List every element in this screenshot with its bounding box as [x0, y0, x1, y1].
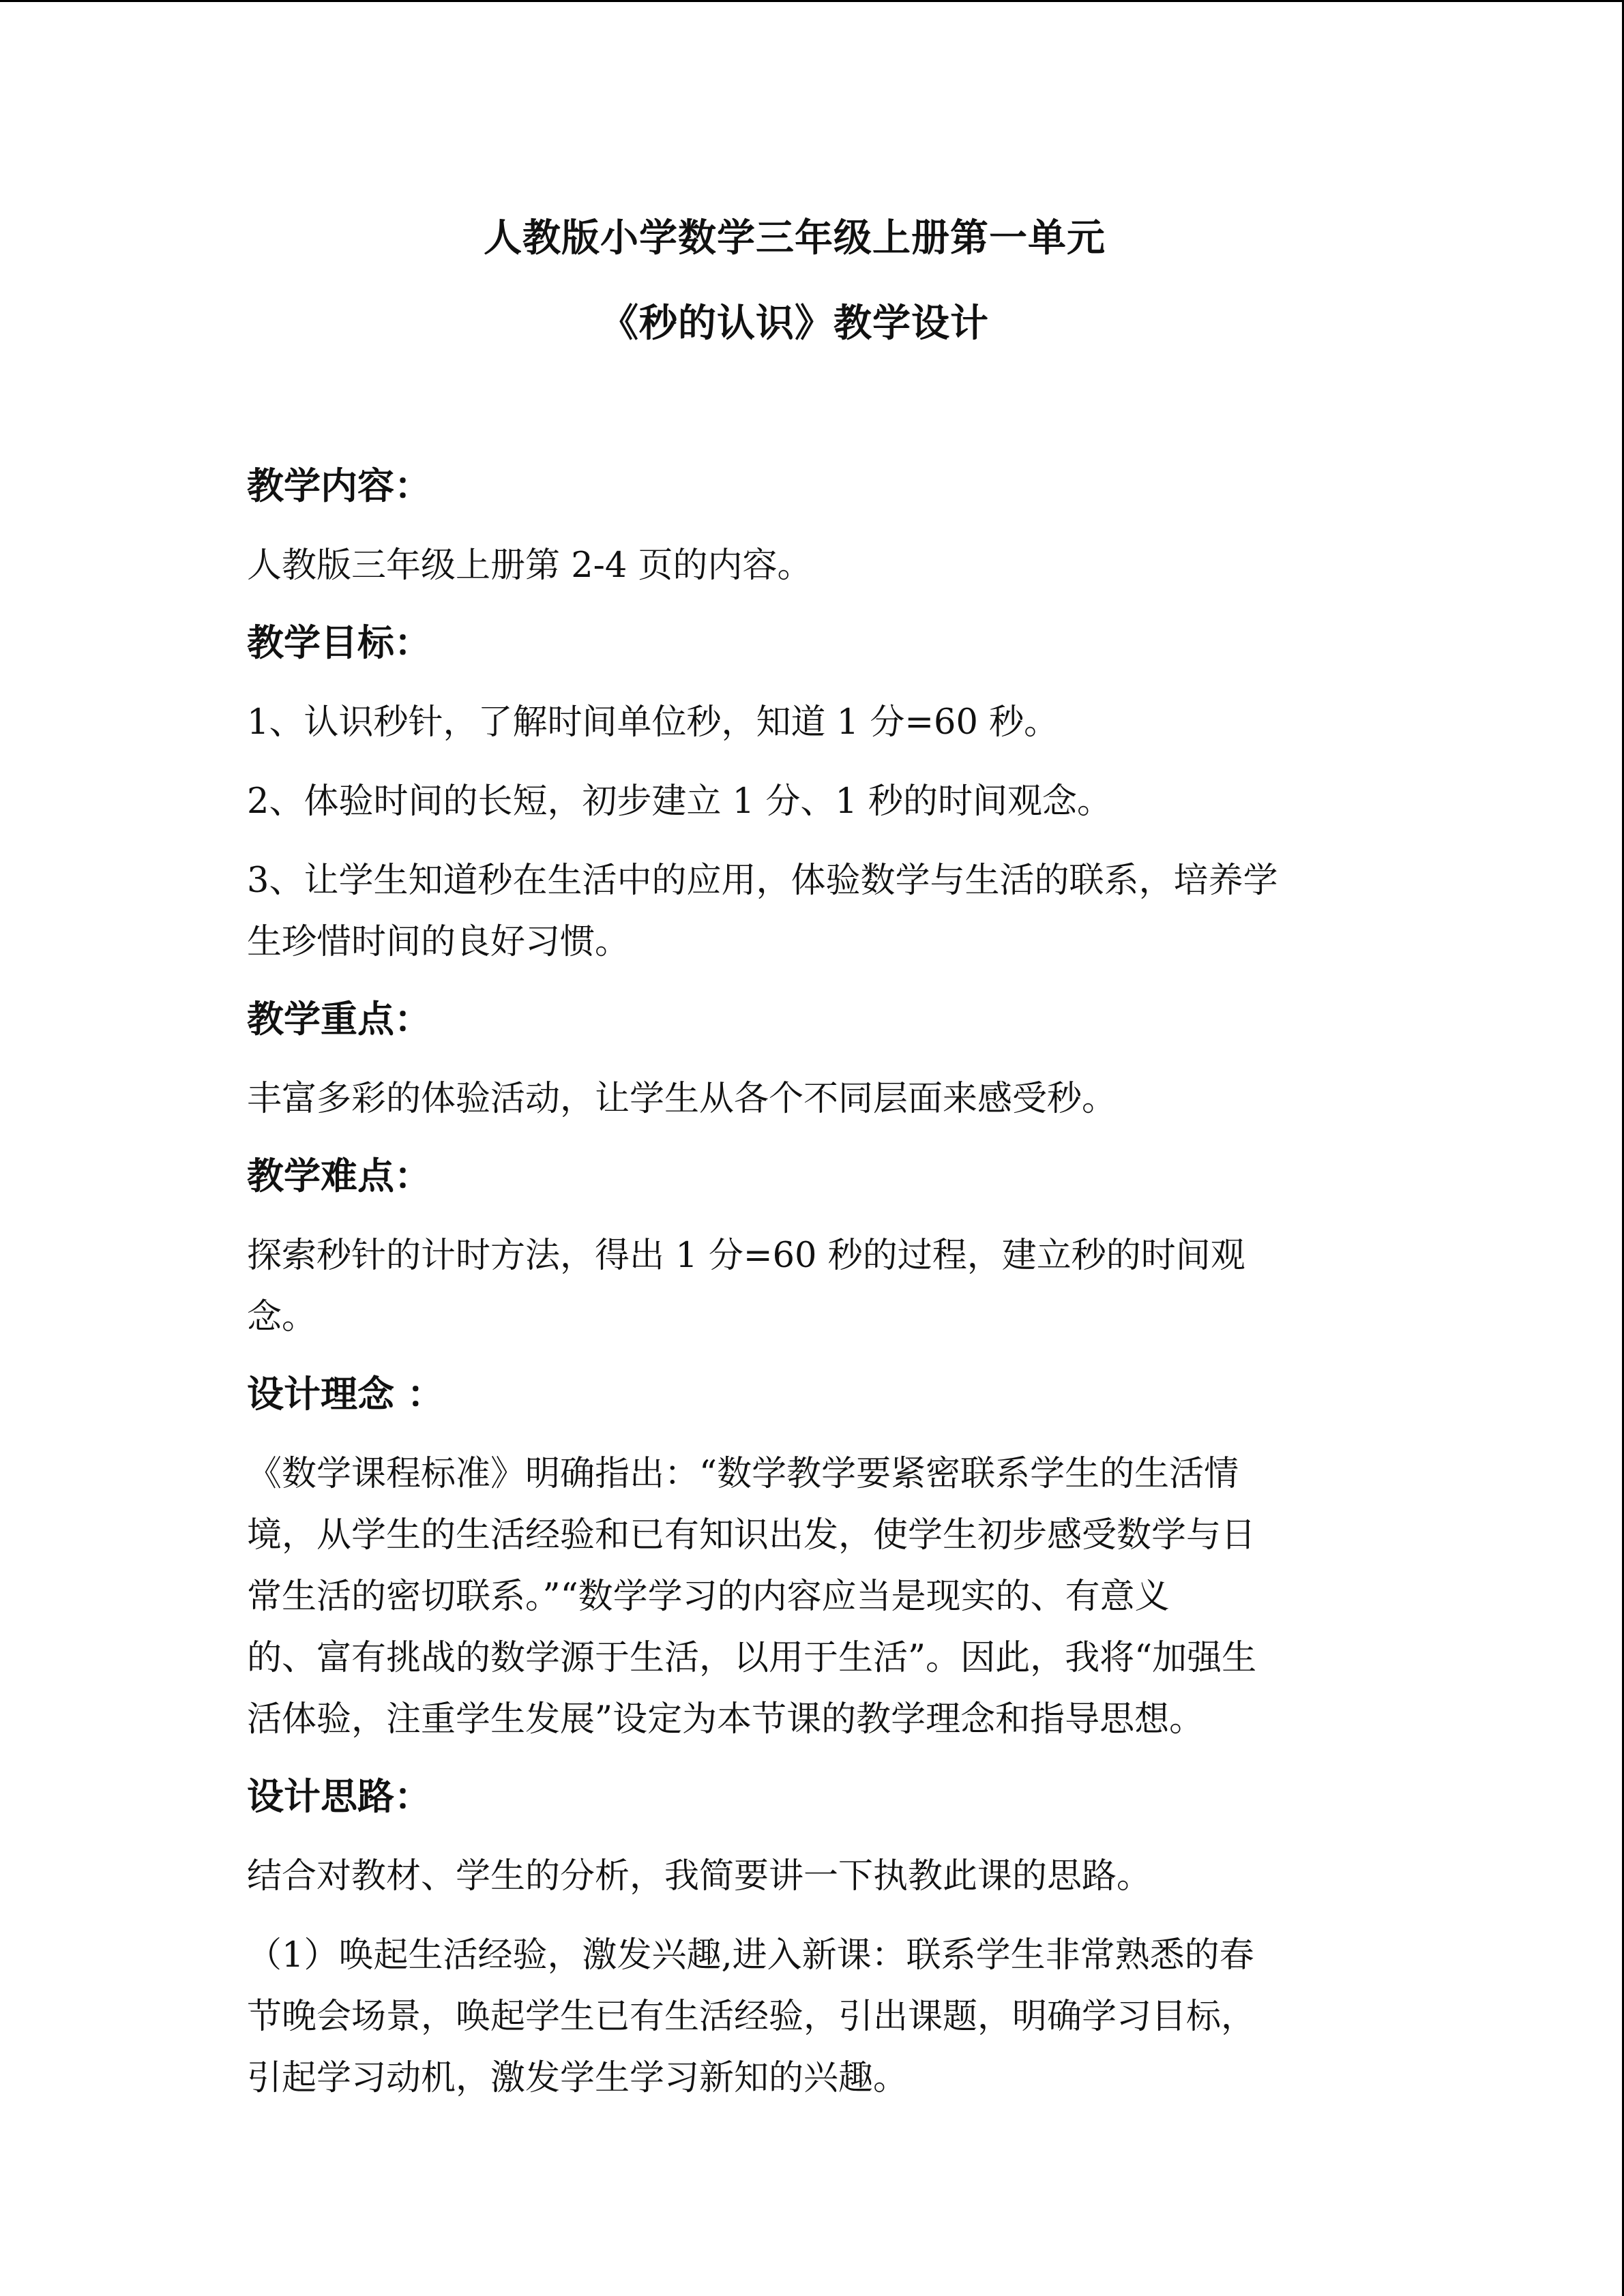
section-heading-goals: 教学目标： — [247, 621, 431, 664]
paragraph-line: 节晚会场景，唤起学生已有生活经验，引出课题，明确学习目标， — [247, 1997, 1256, 2037]
goal-item-3 — [247, 850, 1379, 973]
goal-item-3-line: 生珍惜时间的良好习惯。 — [247, 922, 630, 962]
section-text-content: 人教版三年级上册第 2-4 页的内容。 — [247, 546, 812, 586]
document-body — [247, 458, 1379, 2127]
document-title-line1: 人教版小学数学三年级上册第一单元 — [484, 216, 1106, 260]
paragraph-line: 常生活的密切联系。”“数学学习的内容应当是现实的、有意义 — [247, 1577, 1170, 1617]
goal-item-1: 1、认识秒针，了解时间单位秒，知道 1 分=60 秒。 — [247, 702, 1059, 743]
paragraph-line: 引起学习动机，激发学生学习新知的兴趣。 — [247, 2058, 909, 2098]
paragraph-line: 活体验，注重学生发展”设定为本节课的教学理念和指导思想。 — [247, 1699, 1205, 1740]
section-text-design-concept — [247, 1444, 1379, 1750]
section-text-key-points: 丰富多彩的体验活动，让学生从各个不同层面来感受秒。 — [247, 1079, 1117, 1119]
section-heading-design-approach: 设计思路： — [247, 1775, 431, 1818]
section-heading-content: 教学内容： — [247, 464, 431, 507]
section-heading-design-concept: 设计理念 ： — [247, 1373, 444, 1416]
paragraph-line: 的、富有挑战的数学源于生活，以用于生活”。因此，我将“加强生 — [247, 1638, 1257, 1678]
section-text-difficulties — [247, 1225, 1379, 1348]
paragraph-line: 境，从学生的生活经验和已有知识出发，使学生初步感受数学与日 — [247, 1515, 1256, 1555]
section-heading-difficulties: 教学难点： — [247, 1154, 431, 1197]
section-text-design-approach-intro: 结合对教材、学生的分析，我简要讲一下执教此课的思路。 — [247, 1856, 1152, 1896]
paragraph-line: 探索秒针的计时方法，得出 1 分=60 秒的过程，建立秒的时间观 — [247, 1236, 1245, 1276]
paragraph-line: 《数学课程标准》明确指出：“数学教学要紧密联系学生的生活情 — [247, 1454, 1239, 1494]
paragraph-line: 念。 — [247, 1297, 317, 1337]
paragraph-line: （1）唤起生活经验，激发兴趣,进入新课：联系学生非常熟悉的春 — [247, 1935, 1254, 1976]
document-title-line2: 《秒的认识》教学设计 — [600, 301, 989, 346]
goal-item-3-line: 3、让学生知道秒在生活中的应用，体验数学与生活的联系，培养学 — [247, 861, 1278, 901]
goal-item-2: 2、体验时间的长短，初步建立 1 分、1 秒的时间观念。 — [247, 781, 1112, 822]
section-heading-key-points: 教学重点： — [247, 998, 431, 1041]
section-text-design-approach-step1 — [247, 1925, 1379, 2109]
